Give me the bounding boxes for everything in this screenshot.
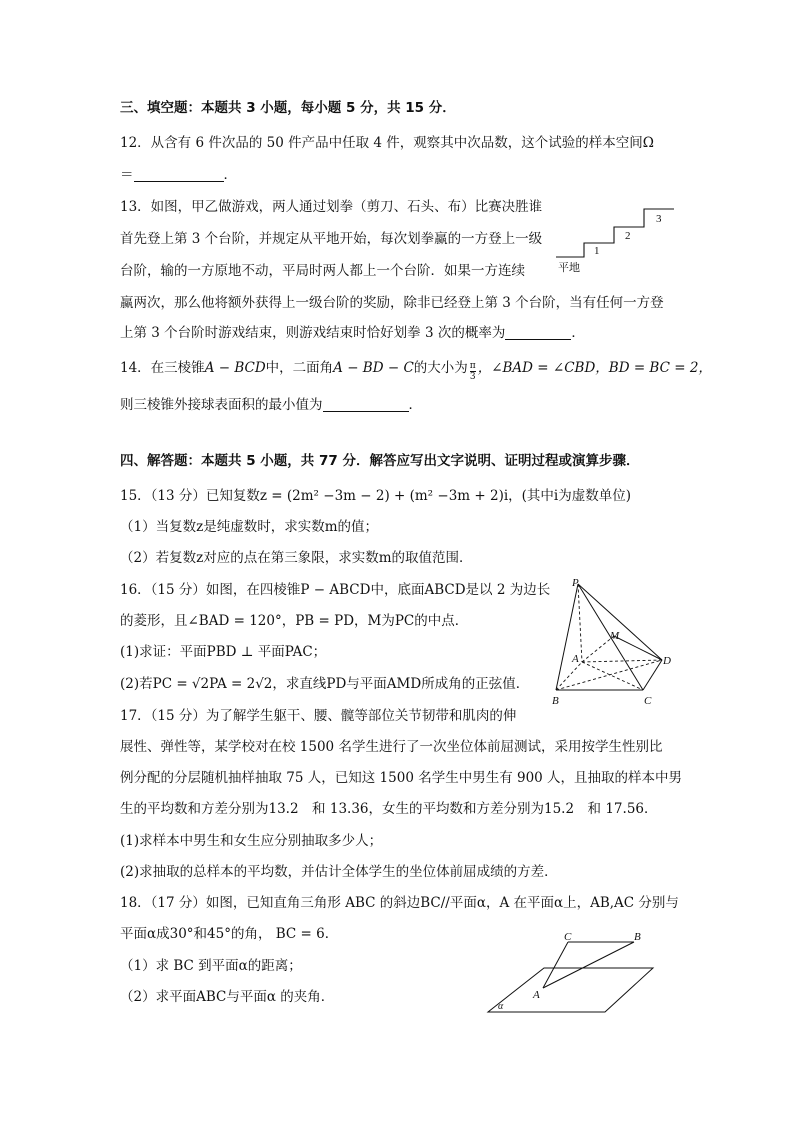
q17-line4: 生的平均数和方差分别为13.2 和 13.36，女生的平均数和方差分别为15.2 和 17.56．	[120, 801, 658, 817]
q18-part2: （2）求平面ABC与平面α 的夹角．	[120, 989, 335, 1005]
q14-period: ．	[408, 397, 422, 413]
pyramid-label-m: M	[610, 630, 620, 642]
pyramid-label-p: P	[572, 577, 579, 589]
q13-answer-blank[interactable]	[505, 325, 571, 340]
plane-label-b: B	[634, 931, 641, 943]
q18-part1: （1）求 BC 到平面α的距离；	[120, 958, 302, 974]
q16-line2: 的菱形，且∠BAD = 120°，PB = PD，M为PC的中点．	[120, 613, 469, 629]
segment-ba	[543, 942, 634, 988]
step-1-label: 1	[594, 245, 600, 257]
pyramid-label-d: D	[663, 655, 671, 667]
q14-dihedral: A − BD − C	[333, 360, 414, 376]
q13-line5	[120, 324, 585, 342]
q14-text-e: 的大小为	[413, 360, 468, 376]
q16-part1: (1)求证：平面PBD ⊥ 平面PAC；	[120, 644, 327, 660]
q13-line3: 台阶，输的一方原地不动，平局时两人都上一个台阶．如果一方连续	[120, 263, 525, 279]
ground-label: 平地	[558, 262, 580, 274]
q14-fraction	[470, 361, 476, 382]
q12-answer-blank[interactable]	[134, 167, 224, 182]
q13-line4: 赢两次，那么他将额外获得上一级台阶的奖励，除非已经登上第 3 个台阶，当有任何一方登	[120, 295, 664, 311]
edge-ab	[556, 662, 582, 690]
q15-part1: （1）当复数z是纯虚数时，求实数m的值；	[120, 519, 379, 535]
q14-frac-num: π	[469, 361, 476, 371]
q15-line1: 15．（13 分）已知复数z = (2m² −3m − 2) + (m² −3m + 2)i，(其中i为虚数单位)	[120, 488, 632, 504]
edge-md	[614, 636, 662, 660]
q17-part1: (1)求样本中男生和女生应分别抽取多少人；	[120, 833, 383, 849]
q18-line2: 平面α成30°和45°的角， BC = 6．	[120, 926, 339, 942]
q17-line3: 例分配的分层随机抽样抽取 75 人，已知这 1500 名学生中男生有 900 人，且抽取的样本中男	[120, 770, 683, 786]
segment-ca	[543, 942, 568, 988]
section-title-solve: 四、解答题：本题共 5 小题，共 77 分．解答应写出文字说明、证明过程或演算步骤．	[120, 453, 640, 469]
q14-tetra: A − BCD	[204, 360, 266, 376]
q17-line1: 17．（15 分）为了解学生躯干、腰、髋等部位关节韧带和肌肉的伸	[120, 708, 517, 724]
step-2-label: 2	[625, 230, 631, 242]
edge-ad	[582, 660, 662, 662]
q18-line1: 18．（17 分）如图，已知直角三角形 ABC 的斜边BC//平面α，A 在平面α上，AB,AC 分别与	[120, 895, 679, 911]
plane-label-alpha: α	[498, 1001, 504, 1012]
q13-stairs-figure	[550, 205, 680, 277]
section-title-fill: 三、填空题：本题共 3 小题，每小题 5 分，共 15 分．	[120, 100, 456, 116]
pyramid-label-c: C	[644, 695, 652, 707]
q14-line2-text: 则三棱锥外接球表面积的最小值为	[120, 397, 323, 413]
q14-text-f: ，∠BAD = ∠CBD，BD = BC = 2，	[477, 360, 712, 376]
pyramid-label-b: B	[552, 695, 559, 707]
q12-equals: ＝	[120, 167, 134, 183]
q16-line1: 16．（15 分）如图，在四棱锥P − ABCD中，底面ABCD是以 2 为边长	[120, 582, 551, 598]
edge-cd	[643, 660, 662, 690]
q12-period: ．	[223, 167, 237, 183]
step-3-label: 3	[656, 213, 662, 225]
pyramid-label-a: A	[572, 653, 579, 665]
q14-line2	[120, 396, 422, 414]
plane-label-a: A	[533, 989, 540, 1001]
q13-line5-text: 上第 3 个台阶时游戏结束，则游戏结束时恰好划拳 3 次的概率为	[120, 325, 506, 341]
q14-text-c: 中，二面角	[265, 360, 334, 376]
q13-line1: 13．如图，甲乙做游戏，两人通过划拳（剪刀、石头、布）比赛决胜谁	[120, 199, 543, 215]
q13-period: ．	[571, 325, 585, 341]
q18-plane-figure	[488, 932, 658, 1014]
q12-line1: 12．从含有 6 件次品的 50 件产品中任取 4 件，观察其中次品数，这个试验的样本空间Ω	[120, 135, 654, 151]
q14-text-a: 14．在三棱锥	[120, 360, 205, 376]
edge-pd	[578, 584, 662, 660]
q14-frac-den: 3	[469, 372, 476, 382]
q14-line1	[120, 359, 712, 382]
q14-answer-blank[interactable]	[323, 397, 409, 412]
q16-part2: (2)若PC = √2PA = 2√2，求直线PD与平面AMD所成角的正弦值．	[120, 676, 530, 692]
q17-line2: 展性、弹性等，某学校对在校 1500 名学生进行了一次坐位体前屈测试，采用按学生性别比	[120, 739, 663, 755]
q13-line2: 首先登上第 3 个台阶，并规定从平地开始，每次划拳赢的一方登上一级	[120, 231, 543, 247]
edge-pa	[578, 584, 582, 662]
q17-part2: (2)求抽取的总样本的平均数，并估计全体学生的坐位体前屈成绩的方差．	[120, 864, 558, 880]
plane-label-c: C	[564, 931, 572, 943]
edge-pb	[556, 584, 578, 690]
q12-line2	[120, 166, 237, 184]
q16-pyramid-figure	[548, 578, 678, 708]
q15-part2: （2）若复数z对应的点在第三象限，求实数m的取值范围．	[120, 550, 473, 566]
